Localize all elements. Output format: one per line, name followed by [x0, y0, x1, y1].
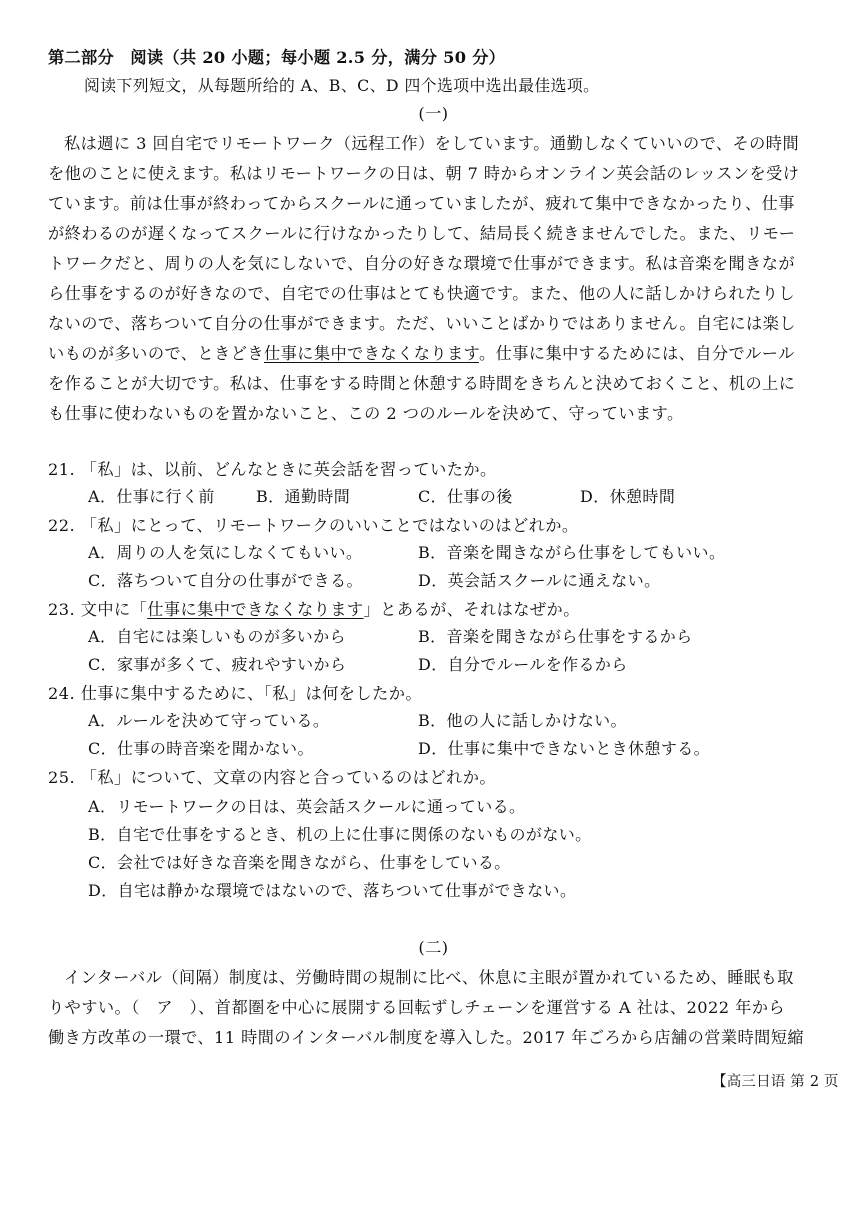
question-stem: 24. 仕事に集中するために、「私」は何をしたか。	[48, 684, 422, 703]
option-d: D．自宅は静かな環境ではないので、落ちついて仕事ができない。	[88, 881, 577, 900]
option-a: A．自宅には楽しいものが多いから	[88, 627, 346, 646]
passage-text: 。仕事に集中するためには、自分でルール	[478, 344, 795, 363]
section-instruction: 阅读下列短文，从每题所给的 A、B、C、D 四个选项中选出最佳选项。	[84, 76, 600, 95]
section-heading: 第二部分 阅读（共 20 小题；每小题 2.5 分，满分 50 分）	[48, 48, 506, 67]
option-d: D．自分でルールを作るから	[418, 655, 628, 674]
option-d: D．英会話スクールに通えない。	[418, 571, 661, 590]
page-footer: 【高三日语 第 2 页	[712, 1074, 839, 1090]
option-b: B．音楽を聞きながら仕事をするから	[418, 627, 693, 646]
passage-line: が終わるのが遅くなってスクールに行けなかったりして、結局長く続きませんでした。また、リモー	[48, 224, 796, 243]
question-stem: 25. 「私」について、文章の内容と合っているのはどれか。	[48, 768, 496, 787]
passage-line: トワークだと、周りの人を気にしないで、自分の好きな環境で仕事ができます。私は音楽を聞きなが	[48, 254, 796, 273]
question-stem	[48, 596, 580, 620]
passage-line: ないので、落ちついて自分の仕事ができます。ただ、いいことばかりではありません。自宅には楽し	[48, 314, 796, 333]
option-c: C．会社では好きな音楽を聞きながら、仕事をしている。	[88, 853, 511, 872]
passage-line: を他のことに使えます。私はリモートワークの日は、朝 7 時からオンライン英会話のレッスンを受け	[48, 164, 800, 183]
passage-line: 私は週に 3 回自宅でリモートワーク（远程工作）をしています。通勤しなくていいので、その時間	[64, 134, 800, 153]
option-a: A．ルールを決めて守っている。	[88, 711, 330, 730]
passage-line: を作ることが大切です。私は、仕事をする時間と休憩する時間をきちんと決めておくこと、机の上に	[48, 374, 796, 393]
underlined-phrase: 仕事に集中できなくなります	[263, 344, 479, 363]
option-c: C．仕事の後	[418, 487, 513, 506]
stem-text: 23. 文中に「	[48, 600, 148, 619]
option-d: D．仕事に集中できないとき休憩する。	[418, 739, 711, 758]
option-c: C．仕事の時音楽を聞かない。	[88, 739, 314, 758]
passage-line: インターバル（间隔）制度は、労働時間の規制に比べ、休息に主眼が置かれているため、睡眠も取	[64, 968, 794, 987]
option-b: B．音楽を聞きながら仕事をしてもいい。	[418, 543, 726, 562]
option-c: C．落ちついて自分の仕事ができる。	[88, 571, 363, 590]
option-a: A．リモートワークの日は、英会話スクールに通っている。	[88, 797, 526, 816]
passage-line: りやすい。（ ア ）、首都圏を中心に展開する回転ずしチェーンを運営する A 社は、2022 年から	[48, 998, 786, 1017]
question-stem: 21. 「私」は、以前、どんなときに英会話を習っていたか。	[48, 460, 497, 479]
option-b: B．通勤時間	[256, 487, 351, 506]
passage-line	[48, 340, 795, 364]
stem-text: 」とあるが、それはなぜか。	[363, 600, 580, 619]
option-a: A．周りの人を気にしなくてもいい。	[88, 543, 363, 562]
option-d: D．休憩時間	[580, 487, 676, 506]
passage1-label: (一)	[418, 104, 449, 123]
passage-line: 働き方改革の一環で、11 時間のインターバル制度を導入した。2017 年ごろから店舗の営業時間短縮	[48, 1028, 805, 1047]
passage-text: いものが多いので、ときどき	[48, 344, 264, 363]
option-b: B．他の人に話しかけない。	[418, 711, 627, 730]
underlined-phrase: 仕事に集中できなくなります	[147, 600, 364, 619]
option-c: C．家事が多くて、疲れやすいから	[88, 655, 347, 674]
passage-line: も仕事に使わないものを置かないこと、この 2 つのルールを決めて、守っています。	[48, 404, 684, 423]
passage2-label: (二)	[418, 938, 449, 957]
question-stem: 22. 「私」にとって、リモートワークのいいことではないのはどれか。	[48, 516, 579, 535]
option-b: B．自宅で仕事をするとき、机の上に仕事に関係のないものがない。	[88, 825, 592, 844]
passage-line: ら仕事をするのが好きなので、自宅での仕事はとても快適です。また、他の人に話しかけられたりし	[48, 284, 796, 303]
option-a: A．仕事に行く前	[88, 487, 215, 506]
passage-line: ています。前は仕事が終わってからスクールに通っていましたが、疲れて集中できなかったり、仕事	[48, 194, 795, 213]
